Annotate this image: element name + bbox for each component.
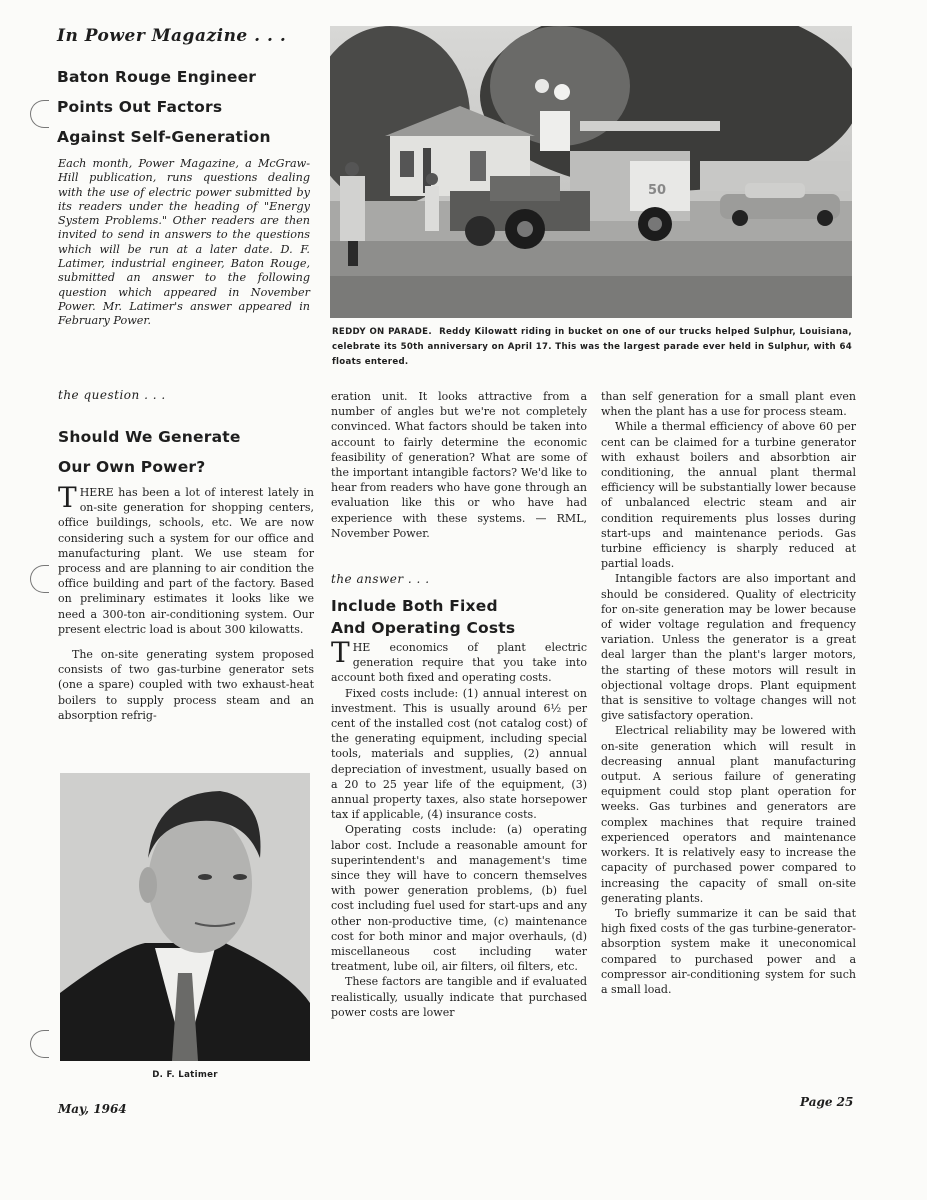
answer-paragraph: Electrical reliability may be lowered with on-site generation which will result in decreasing annual plant manufacturing output. A serious failure of generating equipment could stop plant operation for weeks. Gas turbines and generators are complex machines that require trained experienced operators and maintenance workers. It is relatively easy to increase the capacity of purchased power compared to increasing the capacity of small on-site generating plants. <box>601 724 856 905</box>
answer-paragraph: These factors are tangible and if evaluated realistically, usually indicate that purchased power costs are lower <box>331 975 587 1019</box>
headline-line: Baton Rouge Engineer <box>57 68 257 86</box>
binder-hole <box>30 100 49 128</box>
portrait-caption: D. F. Latimer <box>152 1070 218 1080</box>
paragraph-text: HERE has been a lot of interest lately in on-site generation for shopping centers, office buildings, schools, etc. We are now considering such a system for our office and manufacturing plant. We use steam for process and are planning to air condition the office building and part of the factory. Based on preliminary estimates it looks like we need a 300-ton air-conditioning system. Our present electric load is about 300 kilowatts. <box>58 486 314 636</box>
portrait-photo <box>60 773 310 1061</box>
answer-paragraph: Operating costs include: (a) operating labor cost. Include a reasonable amount for superintendent's and management's time since they will have to concern themselves with power generation problems, (b) fuel cost including fuel used for start-ups and any other non-productive time, (c) maintenance cost for both minor and major overhauls, (d) miscellaneous cost including water treatment, lube oil, air filters, oil filters, etc. <box>331 823 587 974</box>
intro-paragraph: Each month, Power Magazine, a McGraw-Hill publication, runs questions dealing with the use of electric power submitted by its readers under the heading of "Energy System Problems." Other readers are then invited to send in answers to the questions which will be run at a later date. D. F. Latimer, industrial engineer, Baton Rouge, submitted an answer to the following question which appeared in November Power. Mr. Latimer's answer appeared in February Power. <box>58 157 310 328</box>
answer-paragraph: Intangible factors are also important and should be considered. Quality of electricity for on-site generation may be lower because of wider voltage regulation and frequency variation. Unless the generator is a great deal larger than the plant's larger motors, the starting of these motors will result in objectional voltage drops. Plant equipment that is sensitive to voltage changes will not give satisfactory operation. <box>601 572 856 723</box>
headline-line: And Operating Costs <box>331 619 516 637</box>
answer-paragraph: To briefly summarize it can be said that high fixed costs of the gas turbine-generator-absorption system make it uneconomical compared to purchased power and a compressor air-conditioning system for such a small load. <box>601 906 856 996</box>
answer-headline <box>331 595 591 639</box>
photo-caption <box>332 325 852 371</box>
caption-text: Reddy Kilowatt riding in bucket on one of our trucks helped Sulphur, Louisiana, celebrate its 50th anniversary on April 17. This was the largest parade ever held in Sulphur, with 64 floats entered. <box>332 327 852 368</box>
headline-line: Points Out Factors <box>57 98 223 116</box>
parade-truck-image <box>330 26 852 318</box>
issue-date: May, 1964 <box>58 1102 127 1116</box>
headline-line: Our Own Power? <box>58 458 206 476</box>
question-headline <box>58 422 318 482</box>
answer-paragraph: than self generation for a small plant even when the plant has a use for process steam. <box>601 390 856 419</box>
question-paragraph: The on-site generating system proposed consists of two gas-turbine generator sets (one a spare) coupled with two exhaust-heat boilers to supply process steam and an absorption refrig- <box>58 648 314 722</box>
question-label: the question . . . <box>58 388 166 402</box>
binder-hole <box>30 565 49 593</box>
answer-paragraph: While a thermal efficiency of above 60 per cent can be claimed for a turbine generator with exhaust boilers and absorbtion air conditioning, the annual plant thermal efficiency will be substantially lower because of unbalanced electric steam and air condition requirements plus losses during start-ups and maintenance periods. Gas turbine efficiency is sharply reduced at partial loads. <box>601 420 856 571</box>
question-body <box>58 481 314 723</box>
binder-hole <box>30 1030 49 1058</box>
headline-line: Include Both Fixed <box>331 597 498 615</box>
answer-body <box>331 636 587 1020</box>
article-headline <box>57 62 317 152</box>
drop-cap: T <box>58 481 77 514</box>
caption-lead: REDDY ON PARADE. <box>332 327 432 337</box>
question-continued <box>331 389 587 541</box>
answer-paragraph <box>331 636 587 686</box>
section-kicker: In Power Magazine . . . <box>57 26 287 46</box>
answer-paragraph: Fixed costs include: (1) annual interest on investment. This is usually around 6½ per cent of the installed cost (not catalog cost) of the generating equipment, including special tools, materials and supplies, (2) annual depreciation of investment, usually based on a 20 to 25 year life of the equipment, (3) annual property taxes, also state horsepower tax if applicable, (4) insurance costs. <box>331 686 587 822</box>
answer-label: the answer . . . <box>331 572 430 586</box>
page-number: Page 25 <box>800 1095 854 1109</box>
headline-line: Should We Generate <box>58 428 241 446</box>
question-paragraph: eration unit. It looks attractive from a number of angles but we're not completely convinced. What factors should be taken into account to fairly determine the economic feasibility of generation? What are some of the important intangible factors? We'd like to hear from readers who have gone through an evaluation like this or who have had experience with these systems. — RML, November Power. <box>331 390 587 540</box>
answer-continued <box>601 389 856 997</box>
drop-cap: T <box>331 636 350 669</box>
question-paragraph <box>58 481 314 637</box>
portrait-image <box>60 773 310 1061</box>
parade-photo <box>330 26 852 318</box>
paragraph-text: HE economics of plant electric generation require that you take into account both fixed and operating costs. <box>331 641 587 685</box>
headline-line: Against Self-Generation <box>57 128 271 146</box>
truck-number: 50 <box>648 183 667 198</box>
